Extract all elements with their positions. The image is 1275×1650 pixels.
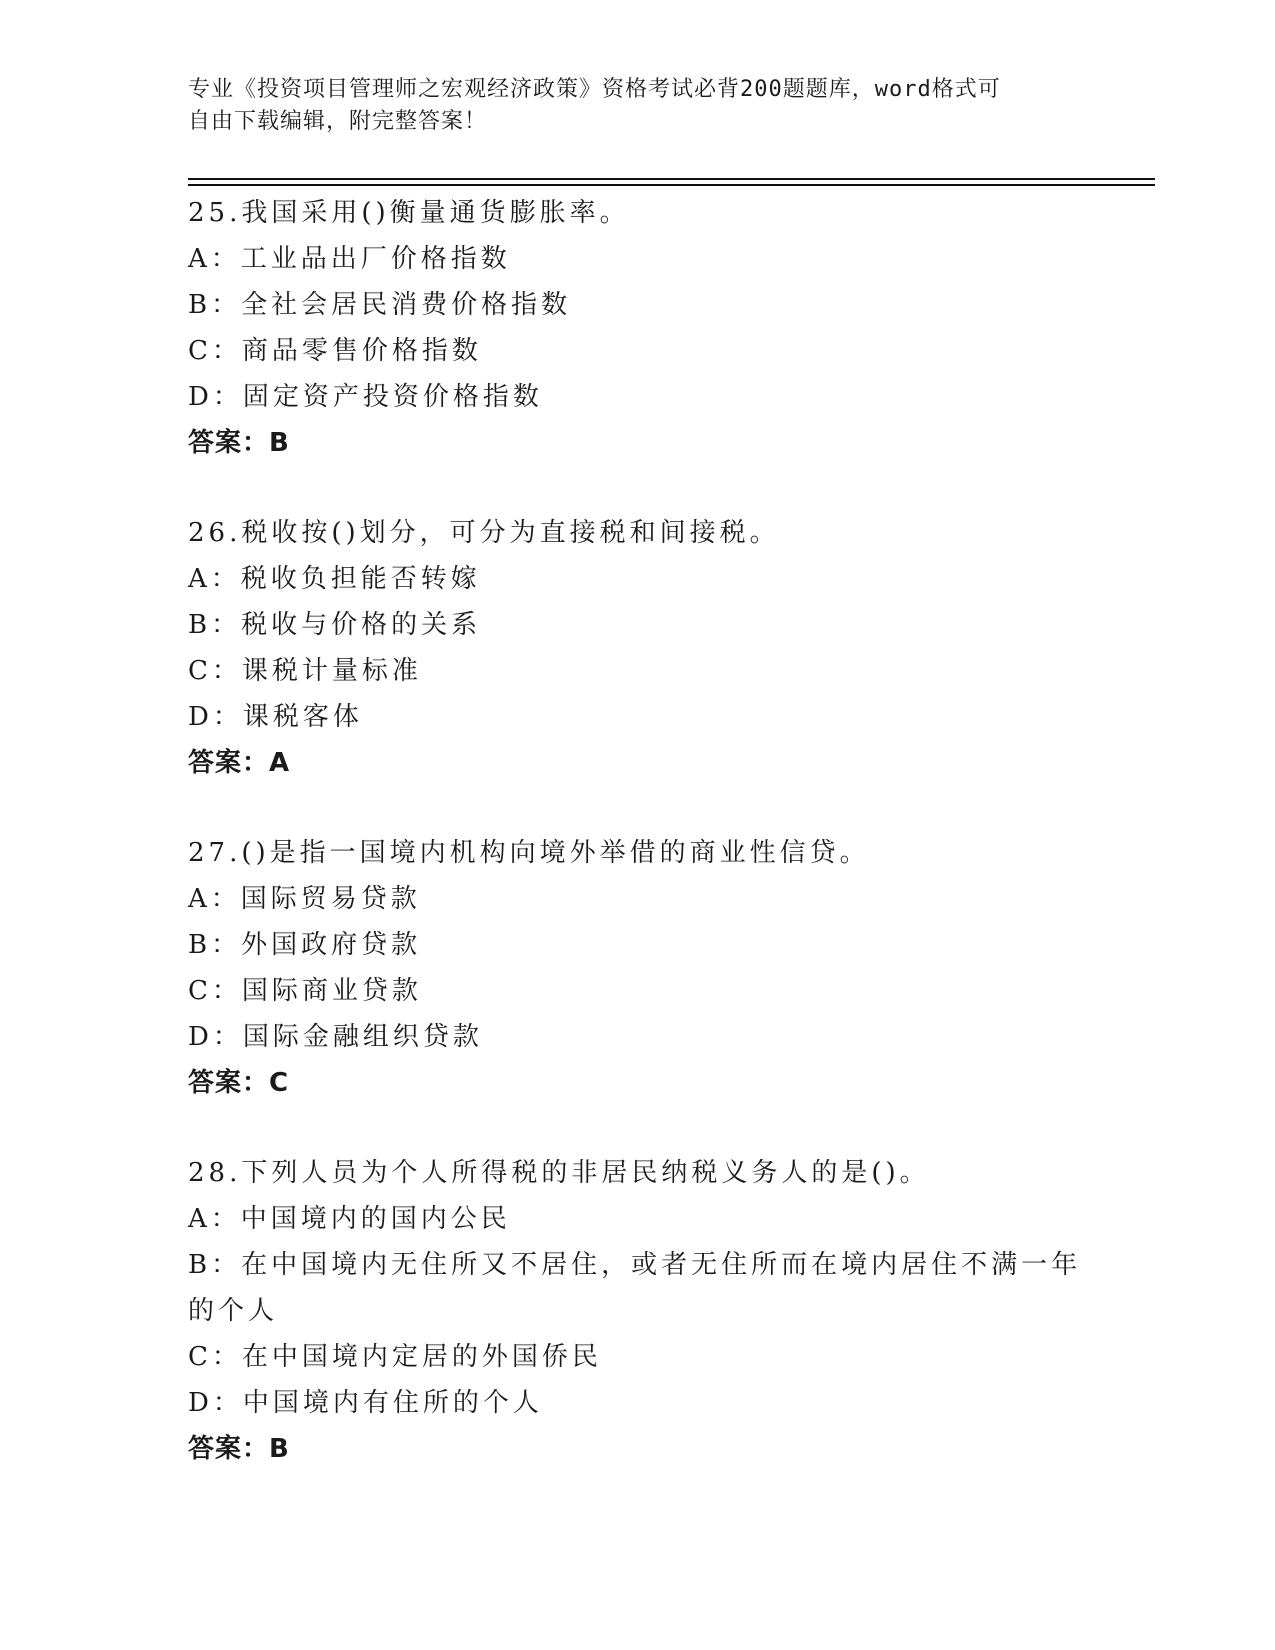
option-b: B：全社会居民消费价格指数 [188,290,572,320]
option-d: D：固定资产投资价格指数 [188,382,543,412]
question-stem: 27.()是指一国境内机构向境外举借的商业性信贷。 [188,838,870,868]
option-c: C：在中国境内定居的外国侨民 [188,1342,602,1372]
option-c: C：课税计量标准 [188,656,422,686]
option-b: B：税收与价格的关系 [188,610,482,640]
option-d: D：国际金融组织贷款 [188,1022,483,1052]
answer: 答案：A [188,748,291,778]
header-line-2: 自由下载编辑，附完整答案！ [188,109,488,134]
option-a: A：工业品出厂价格指数 [188,244,511,274]
document-header [188,74,1088,138]
question-26 [188,510,1088,786]
option-a: A：中国境内的国内公民 [188,1204,511,1234]
question-stem: 26.税收按()划分，可分为直接税和间接税。 [188,518,780,548]
option-b: B：在中国境内无住所又不居住，或者无住所而在境内居住不满一年的个人 [188,1250,1082,1326]
option-c: C：商品零售价格指数 [188,336,482,366]
header-rule-bottom [188,184,1155,186]
answer: 答案：B [188,1434,290,1464]
header-line-1: 专业《投资项目管理师之宏观经济政策》资格考试必背200题题库，word格式可 [188,77,1001,102]
option-a: A：税收负担能否转嫁 [188,564,481,594]
option-d: D：中国境内有住所的个人 [188,1388,543,1418]
option-b: B：外国政府贷款 [188,930,422,960]
option-c: C：国际商业贷款 [188,976,422,1006]
question-25 [188,190,1088,466]
answer: 答案：C [188,1068,290,1098]
question-28 [188,1150,1088,1472]
question-27 [188,830,1088,1106]
option-a: A：国际贸易贷款 [188,884,421,914]
header-rule-top [188,178,1155,180]
question-stem: 28.下列人员为个人所得税的非居民纳税义务人的是()。 [188,1158,930,1188]
option-d: D：课税客体 [188,702,363,732]
question-stem: 25.我国采用()衡量通货膨胀率。 [188,198,630,228]
answer: 答案：B [188,428,290,458]
